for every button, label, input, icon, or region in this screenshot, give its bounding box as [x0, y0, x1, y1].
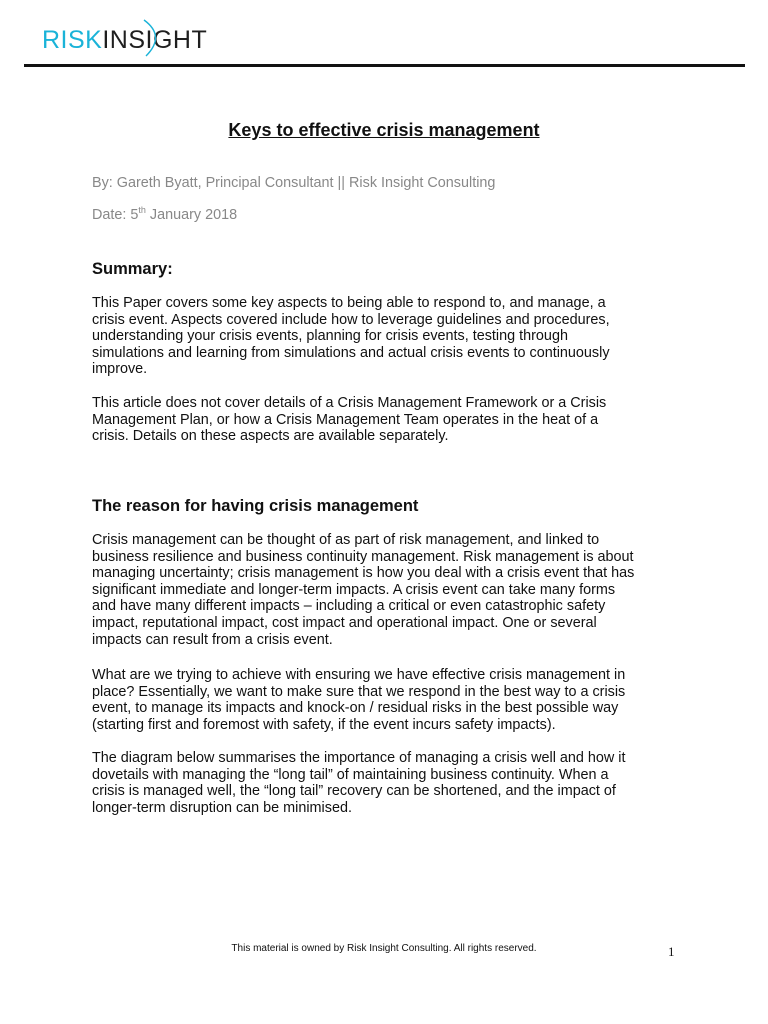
reason-paragraph-1 [92, 532, 692, 648]
text-line: Crisis management can be thought of as part of risk management, and linked to [92, 532, 600, 548]
document-title: Keys to effective crisis management [228, 120, 540, 140]
text-line: and have many different impacts – including a critical or even catastrophic safety [92, 598, 606, 615]
text-line: This Paper covers some key aspects to being able to respond to, and manage, a [92, 295, 606, 311]
date-prefix: Date: 5 [92, 207, 139, 223]
date-rest: January 2018 [145, 207, 238, 223]
byline: By: Gareth Byatt, Principal Consultant || Risk Insight Consulting [92, 175, 496, 191]
text-line: place? Essentially, we want to make sure that we respond in the best way to a crisis [92, 683, 626, 700]
text-line: impacts can result from a crisis event. [92, 631, 333, 648]
text-line: event, to manage its impacts and knock-on / residual risks in the best possible way [92, 700, 619, 717]
text-line: (starting first and foremost with safety, if the event incurs safety impacts). [92, 716, 556, 733]
text-line: simulations and learning from simulations and actual crisis events to continuously [92, 344, 610, 361]
summary-paragraph-2 [92, 395, 692, 445]
document-date [92, 206, 237, 224]
footer-notice: This material is owned by Risk Insight Consulting. All rights reserved. [231, 943, 537, 954]
text-line: Management Plan, or how a Crisis Management Team operates in the heat of a [92, 411, 599, 428]
reason-paragraph-2 [92, 667, 692, 733]
text-line: The diagram below summarises the importance of managing a crisis well and how it [92, 750, 626, 766]
logo-insight-text: INSIGHT [102, 26, 208, 54]
text-line: impact, reputational impact, cost impact and operational impact. One or several [92, 614, 597, 631]
text-line: business resilience and business continuity management. Risk management is about [92, 548, 634, 565]
text-line: This article does not cover details of a Crisis Management Framework or a Crisis [92, 395, 607, 411]
company-logo [42, 24, 207, 56]
text-line: crisis. Details on these aspects are available separately. [92, 428, 449, 445]
text-line: crisis event. Aspects covered include how to leverage guidelines and procedures, [92, 311, 610, 328]
page-number: 1 [668, 944, 675, 959]
logo-risk-text: RISK [42, 26, 103, 54]
reason-paragraph-3 [92, 750, 692, 816]
text-line: significant immediate and longer-term impacts. A crisis event can take many forms [92, 581, 616, 598]
text-line: crisis is managed well, the “long tail” recovery can be shortened, and the impact of [92, 783, 616, 800]
date-suffix: th [138, 205, 146, 216]
text-line: improve. [92, 361, 148, 378]
text-line: What are we trying to achieve with ensuring we have effective crisis management in [92, 667, 626, 683]
text-line: dovetails with managing the “long tail” of maintaining business continuity. When a [92, 766, 609, 783]
text-line: understanding your crisis events, planning for crisis events, testing through [92, 328, 568, 345]
text-line: managing uncertainty; crisis management is how you deal with a crisis event that has [92, 565, 635, 582]
text-line: longer-term disruption can be minimised. [92, 799, 352, 816]
header-divider [24, 64, 745, 67]
summary-paragraph-1 [92, 295, 692, 378]
summary-heading: Summary: [92, 260, 173, 278]
reason-heading: The reason for having crisis management [92, 497, 419, 515]
logo-swoosh-icon [140, 18, 170, 58]
